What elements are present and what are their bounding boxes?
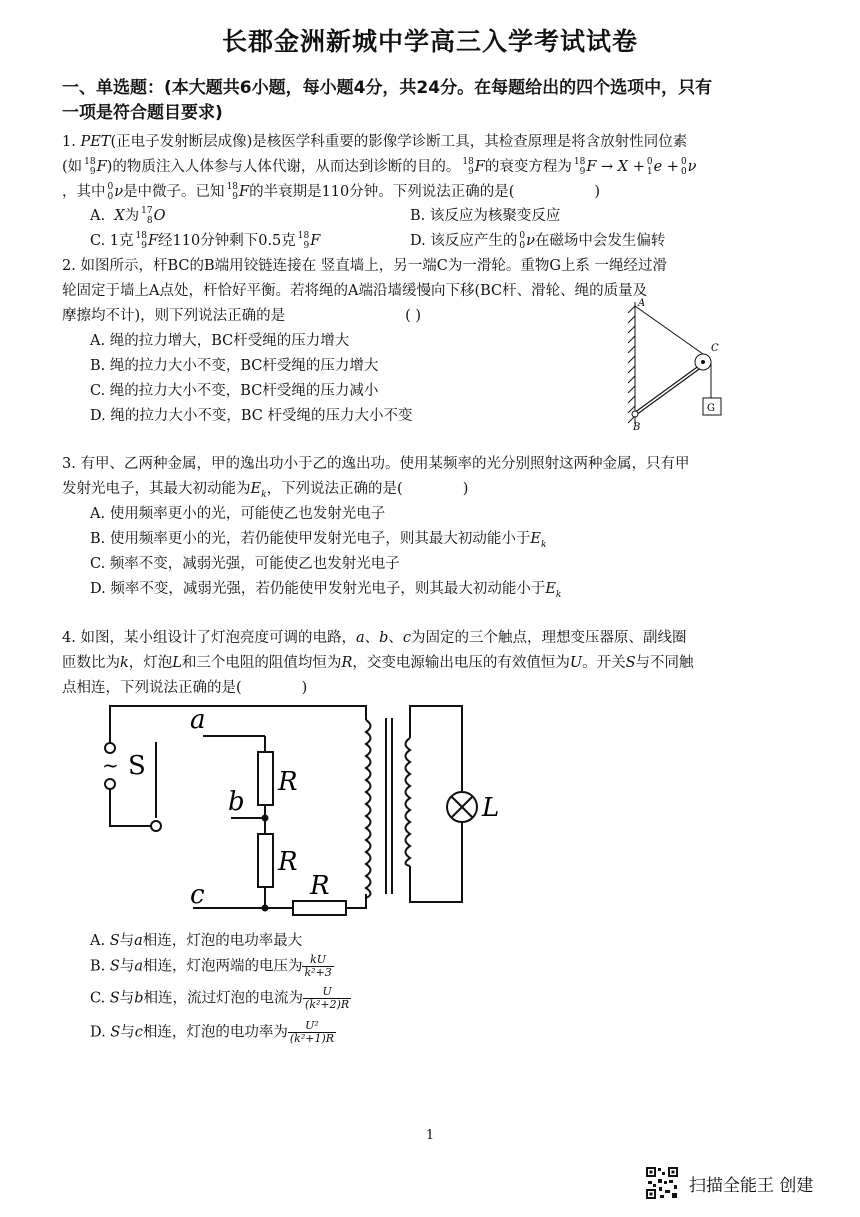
contact-label-a: a [190,705,206,735]
qr-code-icon [645,1166,679,1200]
question-4 [62,626,797,701]
q4-option-c[interactable]: C. S与b相连，流过灯泡的电流为 $\frac{U}{\text{(k²+2)R}}$ [90,985,350,1011]
q2-line-3: 摩擦均不计)，则下列说法正确的是 ( ) [62,308,422,324]
q4-option-b[interactable]: B. S与a相连，灯泡两端的电压为 $\frac{kU}{\text{k²+3}}$ [90,953,332,979]
fraction-d: $\frac{\text{U²}}{\text{(k²+1)R}}$ [289,1019,335,1045]
q2-option-d[interactable]: D. 绳的拉力大小不变，BC 杆受绳的压力大小不变 [90,408,413,424]
contact-label-b: b [228,787,245,817]
source-terminal-top [105,743,115,753]
q2-line-2: 轮固定于墙上A点处，杆恰好平衡。若将绳的A端沿墙缓慢向下移(BC杆、滑轮、绳的质量及 [62,283,648,299]
q3-line-2: 发射光电子，其最大初动能为$E_k$，下列说法正确的是( ) [62,481,469,500]
q2-pulley-rod-diagram [615,296,735,436]
q4-line-3: 点相连，下列说法正确的是( ) [62,680,308,696]
q2-line-1: 2. 如图所示，杆BC的B端用铰链连接在 竖直墙上，另一端C为一滑轮。重物G上系 一绳经过滑 [62,258,668,274]
rope-ac [635,306,703,354]
q4-transformer-circuit [98,698,518,923]
lamp-label-l: L [482,793,500,823]
q2-option-b[interactable]: B. 绳的拉力大小不变，BC杆受绳的压力增大 [90,358,379,374]
ac-source-symbol: ~ [102,753,119,777]
fraction-b: $\frac{kU}{\text{k²+3}}$ [304,953,332,979]
page-number: 1 [425,1128,435,1143]
q4-line-2: 匝数比为k，灯泡L和三个电阻的阻值均恒为R，交变电源输出电压的有效值恒为U。开关S与不同触 [62,655,694,671]
resistor-label-1: R [278,767,298,797]
switch-pivot [151,821,161,831]
q1-option-c[interactable]: C. 1克 18 9 F经110分钟剩下0.5克 18 9 F [90,231,321,251]
node-b [262,815,269,822]
question-3 [62,452,797,508]
label-g: G [707,403,715,414]
label-b: B [633,422,641,433]
q2-option-a[interactable]: A. 绳的拉力增大，BC杆受绳的压力增大 [90,333,350,349]
q1-line-2: (如 18 9 F)的物质注入人体参与人体代谢，从而达到诊断的目的。 18 9 F的衰变方程为 18 9 F → X + 0 1 e + 0 0 ν [62,157,697,177]
contact-label-c: c [190,880,205,910]
q1-option-d[interactable]: D. 该反应产生的 0 0 ν在磁场中会发生偏转 [410,231,666,251]
resistor-label-3: R [310,871,330,901]
q4-line-1: 4. 如图，某小组设计了灯泡亮度可调的电路，a、b、c为固定的三个触点，理想变压器原、副线圈 [62,630,687,646]
section-heading [62,76,792,126]
switch-label-s: S [128,751,146,781]
watermark-text: 扫描全能王 创建 [689,1175,814,1196]
isotope-mass-charge: 18 9 [84,157,96,177]
q1-line-3: ，其中 0 0 ν是中微子。已知 18 9 F的半衰期是110分钟。下列说法正确的是( ) [62,182,601,202]
scanner-watermark [645,1166,813,1200]
exam-title: 长郡金洲新城中学高三入学考试试卷 [221,27,638,56]
label-a: A [638,298,646,309]
q3-line-1: 3. 有甲、乙两种金属，甲的逸出功小于乙的逸出功。使用某频率的光分别照射这两种金属，只有甲 [62,456,690,472]
section-heading-line-1: 一、单选题：(本大题共6小题，每小题4分，共24分。在每题给出的四个选项中，只有 [62,78,713,98]
label-c: C [711,343,719,354]
q4-option-a[interactable]: A. S与a相连，灯泡的电功率最大 [90,933,303,949]
resistor-label-2: R [278,847,298,877]
q3-option-d[interactable]: D. 频率不变，减弱光强，若仍能使甲发射光电子，则其最大初动能小于$E_k$ [90,581,562,600]
hinge-b [632,411,638,417]
q2-option-c[interactable]: C. 绳的拉力大小不变，BC杆受绳的压力减小 [90,383,379,399]
node-c [262,905,269,912]
source-terminal-bottom [105,779,115,789]
q4-option-d[interactable]: D. S与c相连，灯泡的电功率为 $\frac{\text{U²}}{\text{(k²+1)R}}$ [90,1019,335,1045]
q3-option-a[interactable]: A. 使用频率更小的光，可能使乙也发射光电子 [90,506,386,522]
q1-option-a[interactable]: A. X为 17 8 O [90,206,166,226]
fraction-c: $\frac{U}{\text{(k²+2)R}}$ [305,985,350,1011]
question-1 [62,130,797,205]
q3-option-c[interactable]: C. 频率不变，减弱光强，可能使乙也发射光电子 [90,556,400,572]
q1-line-1: 1. PET(正电子发射断层成像)是核医学科重要的影像学诊断工具，其检查原理是将含放射性同位素 [62,134,688,150]
q1-option-b[interactable]: B. 该反应为核聚变反应 [410,208,561,224]
section-heading-line-2: 一项是符合题目要求) [62,103,223,123]
q3-option-b[interactable]: B. 使用频率更小的光，若仍能使甲发射光电子，则其最大初动能小于$E_k$ [90,531,547,550]
wall-hatching [628,302,635,424]
